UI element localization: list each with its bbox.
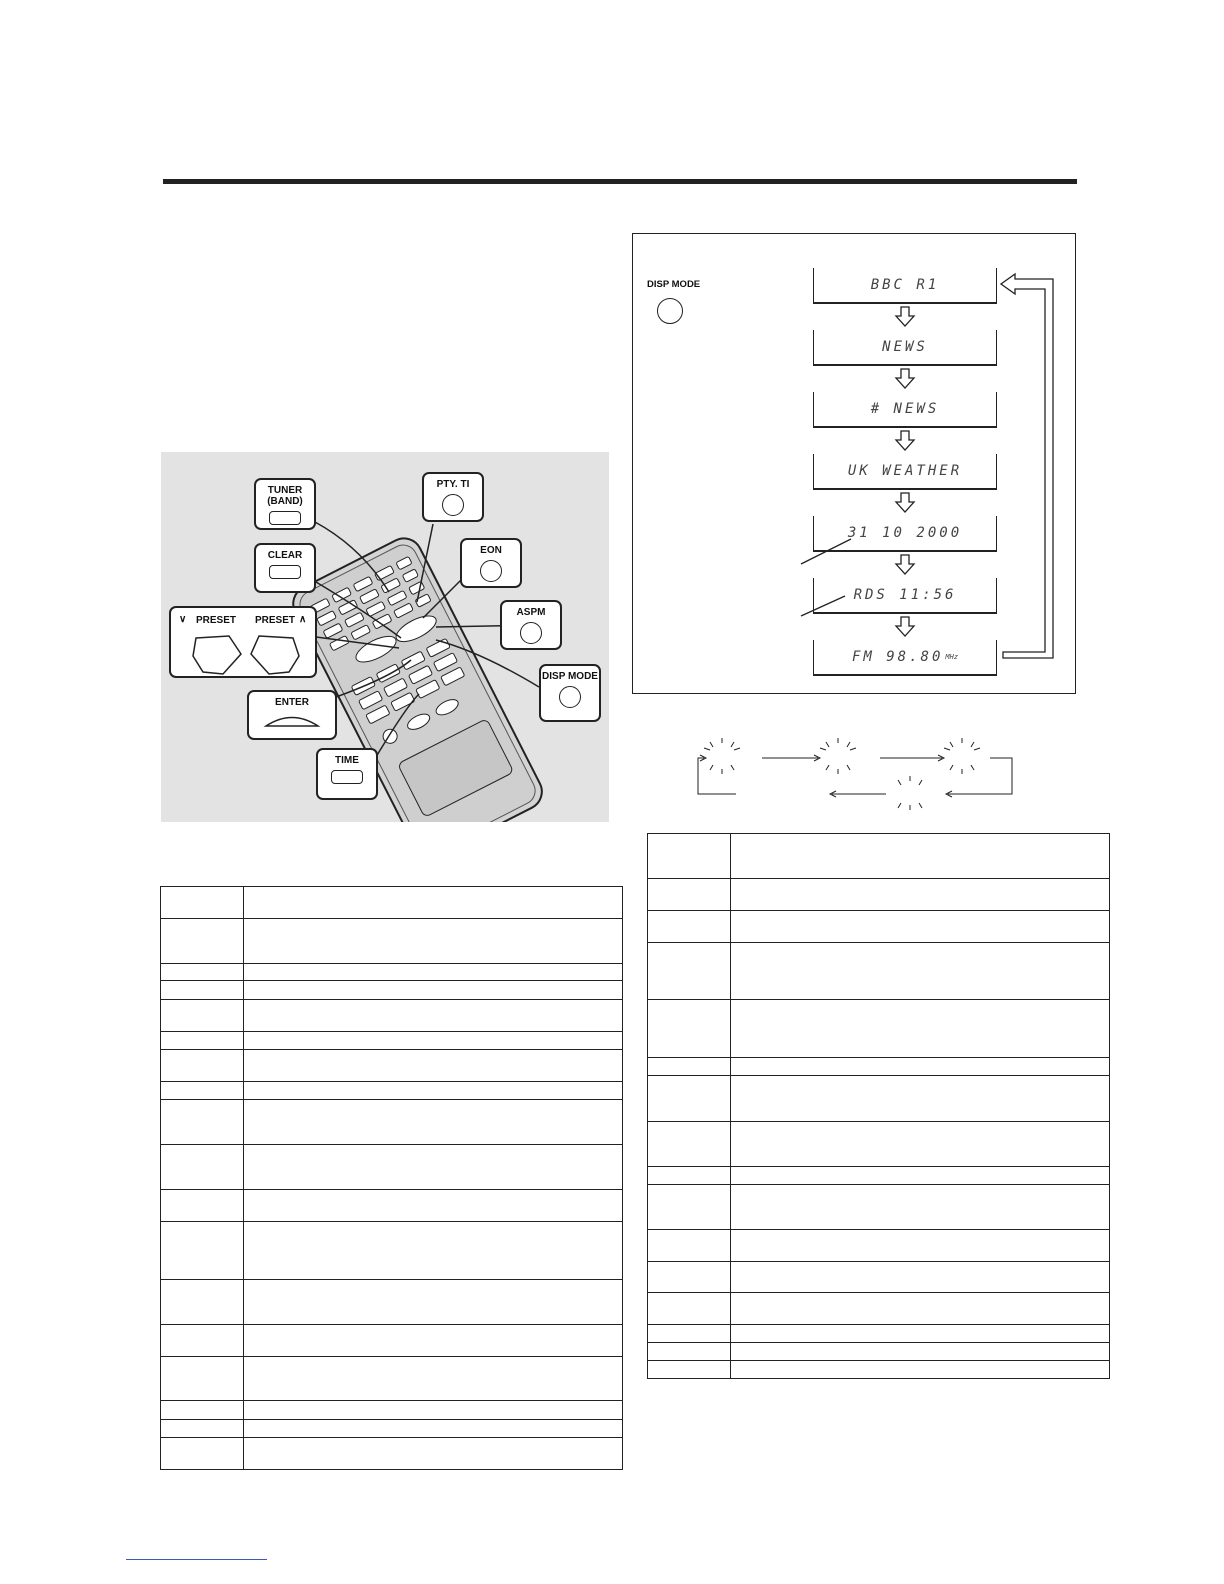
table-row: [161, 1050, 623, 1082]
lcd-screen-station: BBC R1: [813, 268, 997, 304]
blink-cycle-diagram: [690, 736, 1020, 811]
table-row: [648, 1122, 1110, 1167]
table-row: [161, 1357, 623, 1401]
disp-mode-callout: [539, 664, 601, 722]
chevron-down-icon: ∨: [179, 614, 187, 625]
clear-label: CLEAR: [267, 550, 303, 561]
disp-mode-button[interactable]: [559, 686, 581, 708]
aspm-callout: [500, 600, 562, 650]
table-row: [161, 1420, 623, 1438]
tuner-band-callout: [254, 478, 316, 530]
tuner-band-label: TUNER (BAND): [267, 485, 303, 507]
down-arrow-icon: [896, 307, 914, 326]
table-row: [161, 981, 623, 1000]
blink-rays-icon: [898, 776, 922, 810]
tuner-band-button[interactable]: [269, 511, 301, 525]
footer-link-underline: [126, 1559, 267, 1560]
table-row: [161, 887, 623, 919]
pty-ti-label: PTY. TI: [436, 479, 470, 490]
table-row: [648, 1185, 1110, 1230]
table-row: [648, 879, 1110, 911]
table-row: [161, 1401, 623, 1420]
table-row: [648, 1000, 1110, 1058]
table-row: [161, 1280, 623, 1325]
chevron-up-icon: ∧: [299, 614, 307, 625]
disp-mode-round-button[interactable]: [657, 298, 683, 324]
lcd-screen-pty-search: # NEWS: [813, 392, 997, 428]
clear-button[interactable]: [269, 565, 301, 579]
table-row: [648, 911, 1110, 943]
blink-rays-icon: [944, 738, 980, 774]
pty-ti-callout: [422, 472, 484, 522]
table-row: [161, 1222, 623, 1280]
table-row: [161, 1438, 623, 1470]
left-info-table: [160, 886, 623, 1470]
table-row: [648, 1262, 1110, 1293]
preset-buttons[interactable]: [171, 608, 319, 680]
down-arrow-icon: [896, 555, 914, 574]
lcd-screen-pty: NEWS: [813, 330, 997, 366]
time-label: TIME: [335, 755, 359, 766]
table-row: [161, 1190, 623, 1222]
frequency-value: FM 98.80: [851, 649, 944, 665]
blink-rays-icon: [820, 738, 856, 774]
preset-down-button: [193, 636, 241, 674]
down-arrow-icon: [896, 617, 914, 636]
down-arrow-icon: [896, 493, 914, 512]
preset-down-label: PRESET: [196, 615, 237, 626]
table-row: [648, 1293, 1110, 1325]
aspm-button[interactable]: [520, 622, 542, 644]
enter-button[interactable]: [262, 711, 322, 729]
table-row: [161, 1082, 623, 1100]
table-row: [648, 1361, 1110, 1379]
time-callout: [316, 748, 378, 800]
down-arrow-icon: [896, 431, 914, 450]
eon-button[interactable]: [480, 560, 502, 582]
display-mode-flow: [632, 233, 1076, 694]
preset-callout: [169, 606, 317, 678]
table-row: [648, 834, 1110, 879]
table-row: [161, 1325, 623, 1357]
table-row: [648, 1058, 1110, 1076]
table-row: [161, 1100, 623, 1145]
table-row: [648, 1167, 1110, 1185]
table-row: [648, 1076, 1110, 1122]
enter-label: ENTER: [275, 697, 309, 708]
header-rule: [163, 179, 1077, 184]
down-arrow-icon: [896, 369, 914, 388]
table-row: [161, 964, 623, 981]
frequency-unit: MHz: [945, 653, 959, 661]
lcd-screen-date: 31 10 2000: [813, 516, 997, 552]
table-row: [161, 919, 623, 964]
eon-callout: [460, 538, 522, 588]
table-row: [648, 1325, 1110, 1343]
lcd-screen-frequency: [813, 640, 997, 676]
lcd-screen-clock: RDS 11:56: [813, 578, 997, 614]
table-row: [161, 1000, 623, 1032]
preset-up-label: PRESET: [255, 615, 296, 626]
eon-label: EON: [480, 545, 502, 556]
table-row: [161, 1145, 623, 1190]
remote-illustration: [161, 452, 609, 822]
blink-rays-icon: [704, 738, 740, 774]
enter-callout: [247, 690, 337, 740]
table-row: [648, 1343, 1110, 1361]
table-row: [161, 1032, 623, 1050]
pty-ti-button[interactable]: [442, 494, 464, 516]
aspm-label: ASPM: [516, 607, 546, 618]
table-row: [648, 943, 1110, 1000]
time-button[interactable]: [331, 770, 363, 784]
disp-mode-label: DISP MODE: [542, 671, 598, 682]
clear-callout: [254, 543, 316, 593]
preset-up-button: [251, 636, 299, 674]
disp-mode-title: DISP MODE: [647, 279, 701, 290]
return-arrow-icon: [1001, 274, 1053, 658]
table-row: [648, 1230, 1110, 1262]
lcd-screen-radiotext: UK WEATHER: [813, 454, 997, 490]
right-info-table: [647, 833, 1110, 1379]
